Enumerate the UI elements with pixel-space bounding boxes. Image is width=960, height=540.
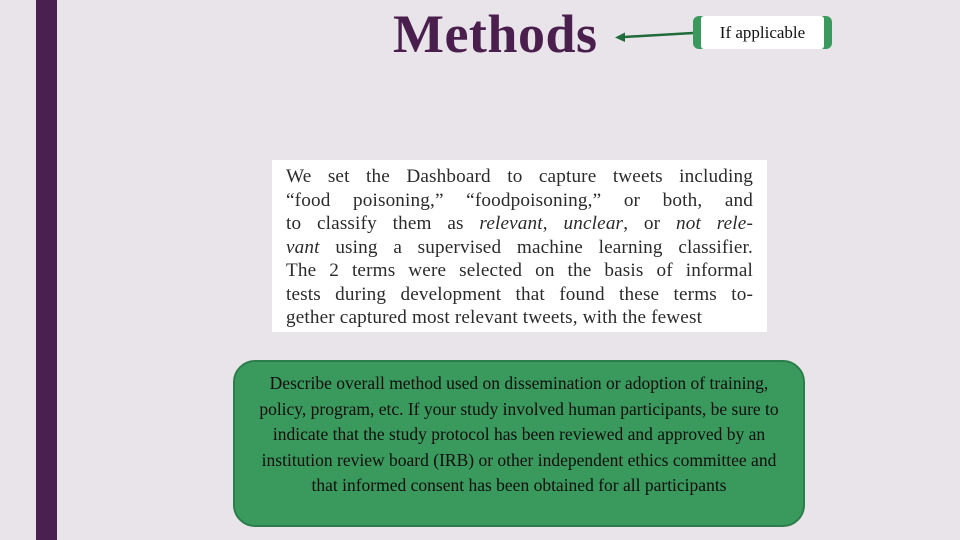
note-label: If applicable — [701, 16, 824, 49]
excerpt-line: to classify them as relevant, unclear, or not rele- — [286, 213, 753, 234]
excerpt-line: The 2 terms were selected on the basis of informal — [286, 260, 753, 281]
left-accent-bar — [36, 0, 57, 540]
excerpt-line: gether captured most relevant tweets, with the fewest — [286, 307, 703, 328]
method-description-callout: Describe overall method used on dissemination or adoption of training, policy, program, etc. If your study involved human participants, be sure to indicate that the study protocol has been reviewed and approved by an institution review board (IRB) or other independent ethics committee and that informed consent has been obtained for all participants — [233, 360, 805, 527]
excerpt-line: vant using a supervised machine learning classifier. — [286, 236, 753, 258]
slide-title: Methods — [393, 4, 598, 64]
excerpt-line: We set the Dashboard to capture tweets including — [286, 166, 753, 187]
paper-excerpt-image — [272, 160, 767, 332]
arrow-connector-icon — [612, 20, 702, 50]
if-applicable-note — [693, 16, 832, 49]
excerpt-line: tests during development that found these terms to- — [286, 283, 753, 305]
excerpt-line: “food poisoning,” “foodpoisoning,” or both, and — [286, 189, 753, 211]
